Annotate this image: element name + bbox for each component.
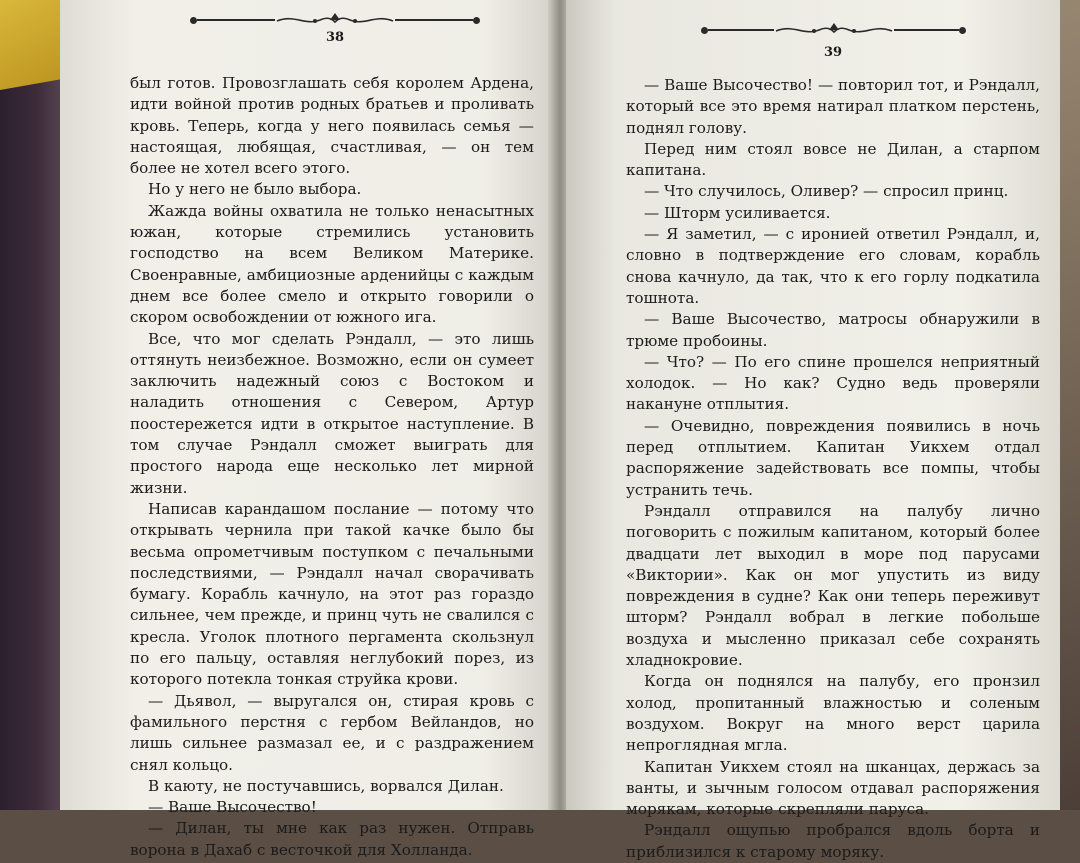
paragraph: — Что? — По его спине прошелся неприятный холодок. — Но как? Судно ведь проверяли накануне отплытия. bbox=[626, 352, 1040, 414]
paragraph: — Дилан, ты мне как раз нужен. Отправь ворона в Дахаб с весточкой для Холланда. bbox=[130, 819, 534, 859]
page-body bbox=[130, 73, 534, 861]
paragraph: — Я заметил, — с иронией ответил Рэндалл, и, словно в подтверждение его словам, корабль снова качнуло, да так, что к его горлу подкатила тошнота. bbox=[626, 225, 1040, 307]
header-ornament-left bbox=[190, 12, 480, 28]
paragraph: — Ваше Высочество! — повторил тот, и Рэндалл, который все это время натирал платком перстень, поднял голову. bbox=[626, 76, 1040, 137]
paragraph: Перед ним стоял вовсе не Дилан, а старпом капитана. bbox=[626, 139, 1040, 180]
paragraph: Написав карандашом послание — потому что открывать чернила при такой качке было бы весьма опрометчивым поступком с печальными последствиями, — Рэндалл начал сворачивать бумагу. Корабль качнуло, на этот раз гораздо сильнее, чем прежде, и принц чуть не свалился с кресла. Уголок плотного пергамента скользнул по его пальцу, оставляя неглубокий порез, из которого потекла тонкая струйка крови. bbox=[130, 499, 534, 689]
flourish-icon bbox=[275, 12, 395, 28]
paragraph: Рэндалл отправился на палубу лично поговорить с пожилым капитаном, который более двадцати лет выходил в море под парусами «Виктории». Как он мог упустить из виду повреждения в судне? Как они теперь переживут шторм? Рэндалл вобрал в легкие побольше воздуха и мысленно приказал себе сохранять хладнокровие. bbox=[626, 501, 1040, 670]
page-number: 39 bbox=[823, 45, 843, 60]
paragraph: В каюту, не постучавшись, ворвался Дилан. bbox=[148, 776, 504, 795]
paragraph: Жажда войны охватила не только ненасытных южан, которые стремились установить господство на всем Великом Материке. Своенравные, амбициозные арденийцы с каждым днем все более смело и открыто говорили о скором освобождении от южного ига. bbox=[130, 201, 534, 327]
paragraph: Рэндалл ощупью пробрался вдоль борта и приблизился к старому моряку. bbox=[626, 821, 1040, 861]
paragraph: — Что случилось, Оливер? — спросил принц. bbox=[644, 182, 1009, 201]
paragraph: — Очевидно, повреждения появились в ночь перед отплытием. Капитан Уикхем отдал распоряжение задействовать все помпы, чтобы устранить течь. bbox=[626, 416, 1040, 499]
paragraph: Капитан Уикхем стоял на шканцах, держась за ванты, и зычным голосом отдавал распоряжения морякам, которые скрепляли паруса. bbox=[626, 757, 1040, 819]
paragraph: Но у него не было выбора. bbox=[148, 180, 362, 199]
paragraph: Когда он поднялся на палубу, его пронзил холод, пропитанный влажностью и соленым воздухом. Вокруг на много верст царила непроглядная мгла. bbox=[626, 672, 1040, 755]
paragraph: был готов. Провозглашать себя королем Ардена, идти войной против родных братьев и проливать кровь. Теперь, когда у него появилась семья — настоящая, любящая, счастливая, — он тем более не хотел всего этого. bbox=[130, 74, 534, 178]
page-number: 38 bbox=[325, 30, 345, 45]
paragraph: — Ваше Высочество! bbox=[148, 798, 317, 817]
paragraph: — Шторм усиливается. bbox=[644, 203, 831, 222]
flourish-icon bbox=[774, 22, 894, 38]
header-ornament-right bbox=[701, 22, 966, 38]
left-page bbox=[60, 0, 560, 859]
right-page bbox=[566, 0, 1060, 861]
page-body bbox=[626, 75, 1040, 863]
paragraph: — Дьявол, — выругался он, стирая кровь с фамильного перстня с гербом Вейландов, но лишь сильнее размазал ее, и с раздражением снял кольцо. bbox=[130, 691, 534, 774]
paragraph: — Ваше Высочество, матросы обнаружили в трюме пробоины. bbox=[626, 310, 1040, 350]
paragraph: Все, что мог сделать Рэндалл, — это лишь оттянуть неизбежное. Возможно, если он сумеет заключить надежный союз с Востоком и наладить отношения с Севером, Артур поостережется идти в открытое наступление. В том случае Рэндалл сможет выиграть для простого народа еще несколько лет мирной жизни. bbox=[130, 329, 534, 497]
